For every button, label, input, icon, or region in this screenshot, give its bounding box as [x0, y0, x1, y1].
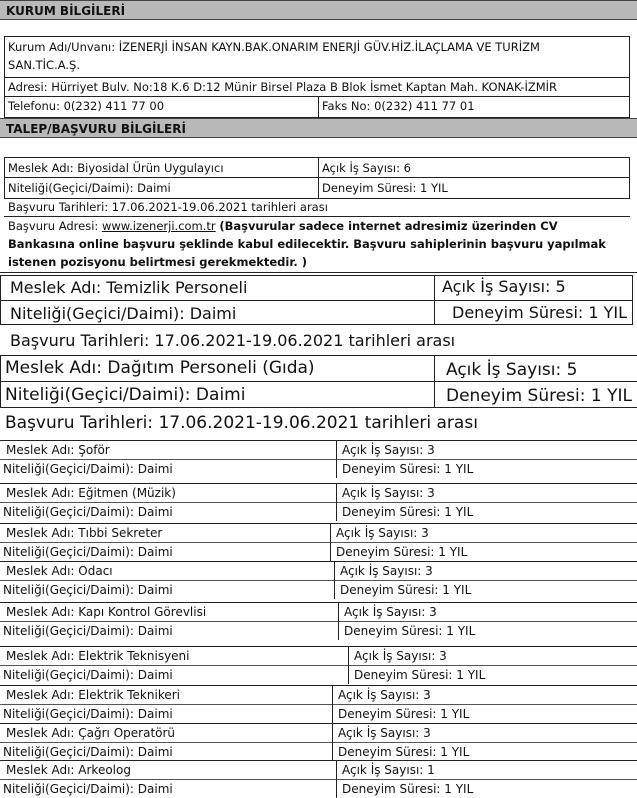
job-nitelik: Niteliği(Geçici/Daimi): Daimi [3, 505, 173, 519]
job-block [0, 440, 637, 478]
website-link[interactable]: www.izenerji.com.tr [101, 219, 216, 233]
job-meslek: Meslek Adı: Odacı [6, 564, 113, 578]
divider [336, 483, 337, 521]
divider [0, 621, 637, 622]
job-block [0, 646, 637, 684]
divider [0, 665, 637, 666]
job-meslek: Meslek Adı: Kapı Kontrol Görevlisi [6, 605, 207, 619]
job-deneyim: Deneyim Süresi: 1 YIL [342, 505, 474, 519]
job1-tarih: Başvuru Tarihleri: 17.06.2021-19.06.2021 tarihleri arası [8, 200, 328, 214]
job-block [0, 760, 637, 798]
job3-deneyim: Deneyim Süresi: 1 YIL [446, 386, 632, 406]
job-nitelik: Niteliği(Geçici/Daimi): Daimi [3, 624, 173, 638]
divider [4, 216, 630, 217]
divider [318, 157, 319, 199]
divider [0, 459, 637, 460]
basvuru-note-cont: istenen pozisyonu belirtmesi gerekmektedir. ) [8, 255, 308, 269]
job-nitelik: Niteliği(Geçici/Daimi): Daimi [3, 545, 173, 559]
divider [0, 483, 637, 484]
divider [0, 779, 637, 780]
divider [0, 561, 637, 562]
job-block [0, 523, 637, 561]
divider [0, 742, 637, 743]
job-meslek: Meslek Adı: Elektrik Teknisyeni [6, 649, 190, 663]
job2-tarih: Başvuru Tarihleri: 17.06.2021-19.06.2021 tarihleri arası [10, 331, 456, 350]
job-nitelik: Niteliği(Geçici/Daimi): Daimi [3, 583, 173, 597]
job-deneyim: Deneyim Süresi: 1 YIL [342, 782, 474, 796]
job-acik: Açık İş Sayısı: 3 [338, 688, 431, 702]
kurum-address: Adresi: Hürriyet Bulv. No:18 K.6 D:12 Münir Birsel Plaza B Blok İsmet Kaptan Mah. KONAK-İZMİR [8, 80, 558, 94]
divider [318, 96, 319, 118]
divider [336, 760, 337, 798]
job2-deneyim: Deneyim Süresi: 1 YIL [452, 303, 628, 322]
divider [0, 523, 637, 524]
divider [0, 760, 637, 761]
job-block [0, 561, 637, 599]
job2-acik: Açık İş Sayısı: 5 [442, 277, 566, 296]
kurum-name: Kurum Adı/Unvanı: İZENERJİ İNSAN KAYN.BAK.ONARIM ENERJİ GÜV.HİZ.İLAÇLAMA VE TURİZM [8, 40, 540, 54]
basvuru-adres [8, 219, 558, 233]
divider [0, 440, 637, 441]
job1-deneyim: Deneyim Süresi: 1 YIL [322, 181, 448, 195]
basvuru-adres-label: Başvuru Adresi: [8, 219, 102, 233]
job-nitelik: Niteliği(Geçici/Daimi): Daimi [3, 745, 173, 759]
job1-acik: Açık İş Sayısı: 6 [322, 161, 411, 175]
divider [0, 272, 637, 273]
job-block [0, 723, 637, 761]
divider [0, 580, 637, 581]
job-nitelik: Niteliği(Geçici/Daimi): Daimi [3, 668, 173, 682]
basvuru-note-cont: Bankasına online başvuru şeklinde kabul edilecektir. Başvuru sahiplerinin başvuru yapılmak [8, 237, 606, 251]
divider [332, 685, 333, 723]
divider [4, 77, 630, 78]
job-nitelik: Niteliği(Geçici/Daimi): Daimi [3, 782, 173, 796]
divider [336, 440, 337, 478]
job1-meslek: Meslek Adı: Biyosidal Ürün Uygulayıcı [8, 161, 224, 175]
job-meslek: Meslek Adı: Eğitmen (Müzik) [6, 486, 176, 500]
job3-tarih: Başvuru Tarihleri: 17.06.2021-19.06.2021 tarihleri arası [5, 413, 478, 433]
divider [434, 355, 435, 408]
divider [348, 646, 349, 684]
job-meslek: Meslek Adı: Şoför [6, 443, 110, 457]
job-acik: Açık İş Sayısı: 3 [344, 605, 437, 619]
divider [434, 275, 435, 325]
job-deneyim: Deneyim Süresi: 1 YIL [340, 583, 472, 597]
job-deneyim: Deneyim Süresi: 1 YIL [342, 462, 474, 476]
talep-header: TALEP/BAŞVURU BİLGİLERİ [0, 118, 637, 138]
divider [330, 523, 331, 561]
job1-nitelik: Niteliği(Geçici/Daimi): Daimi [8, 181, 171, 195]
job3-nitelik: Niteliği(Geçici/Daimi): Daimi [5, 385, 246, 405]
job-meslek: Meslek Adı: Arkeolog [6, 763, 131, 777]
job-meslek: Meslek Adı: Çağrı Operatörü [6, 726, 176, 740]
divider [334, 561, 335, 599]
divider [338, 602, 339, 640]
kurum-phone: Telefonu: 0(232) 411 77 00 [8, 99, 165, 113]
divider [0, 646, 637, 647]
divider [4, 96, 630, 97]
job-meslek: Meslek Adı: Tıbbi Sekreter [6, 526, 163, 540]
job-deneyim: Deneyim Süresi: 1 YIL [338, 707, 470, 721]
divider [0, 602, 637, 603]
job2-meslek: Meslek Adı: Temizlik Personeli [10, 278, 248, 297]
basvuru-note: (Başvurular sadece internet adresimiz üzerinden CV [219, 219, 558, 233]
divider [0, 381, 637, 382]
job-block [0, 685, 637, 723]
kurum-name-cont: SAN.TİC.A.Ş. [8, 58, 81, 72]
job-deneyim: Deneyim Süresi: 1 YIL [354, 668, 486, 682]
divider [0, 723, 637, 724]
divider [0, 685, 637, 686]
job-deneyim: Deneyim Süresi: 1 YIL [338, 745, 470, 759]
divider [0, 542, 637, 543]
divider [332, 723, 333, 761]
job3-acik: Açık İş Sayısı: 5 [446, 360, 578, 380]
job-meslek: Meslek Adı: Elektrik Teknikeri [6, 688, 180, 702]
job-deneyim: Deneyim Süresi: 1 YIL [344, 624, 476, 638]
job-block [0, 483, 637, 521]
divider [0, 502, 637, 503]
job-acik: Açık İş Sayısı: 3 [340, 564, 433, 578]
kurum-fax: Faks No: 0(232) 411 77 01 [322, 99, 475, 113]
job-acik: Açık İş Sayısı: 3 [336, 526, 429, 540]
job-acik: Açık İş Sayısı: 3 [354, 649, 447, 663]
divider [4, 177, 630, 178]
divider [0, 704, 637, 705]
job-acik: Açık İş Sayısı: 3 [342, 486, 435, 500]
job-nitelik: Niteliği(Geçici/Daimi): Daimi [3, 707, 173, 721]
job-block [0, 602, 637, 640]
job3-meslek: Meslek Adı: Dağıtım Personeli (Gıda) [5, 358, 315, 378]
job-acik: Açık İş Sayısı: 3 [342, 443, 435, 457]
job-deneyim: Deneyim Süresi: 1 YIL [336, 545, 468, 559]
job2-nitelik: Niteliği(Geçici/Daimi): Daimi [10, 304, 237, 323]
job-nitelik: Niteliği(Geçici/Daimi): Daimi [3, 462, 173, 476]
divider [0, 300, 633, 301]
job-acik: Açık İş Sayısı: 1 [342, 763, 435, 777]
kurum-header: KURUM BİLGİLERİ [0, 0, 637, 20]
job-acik: Açık İş Sayısı: 3 [338, 726, 431, 740]
